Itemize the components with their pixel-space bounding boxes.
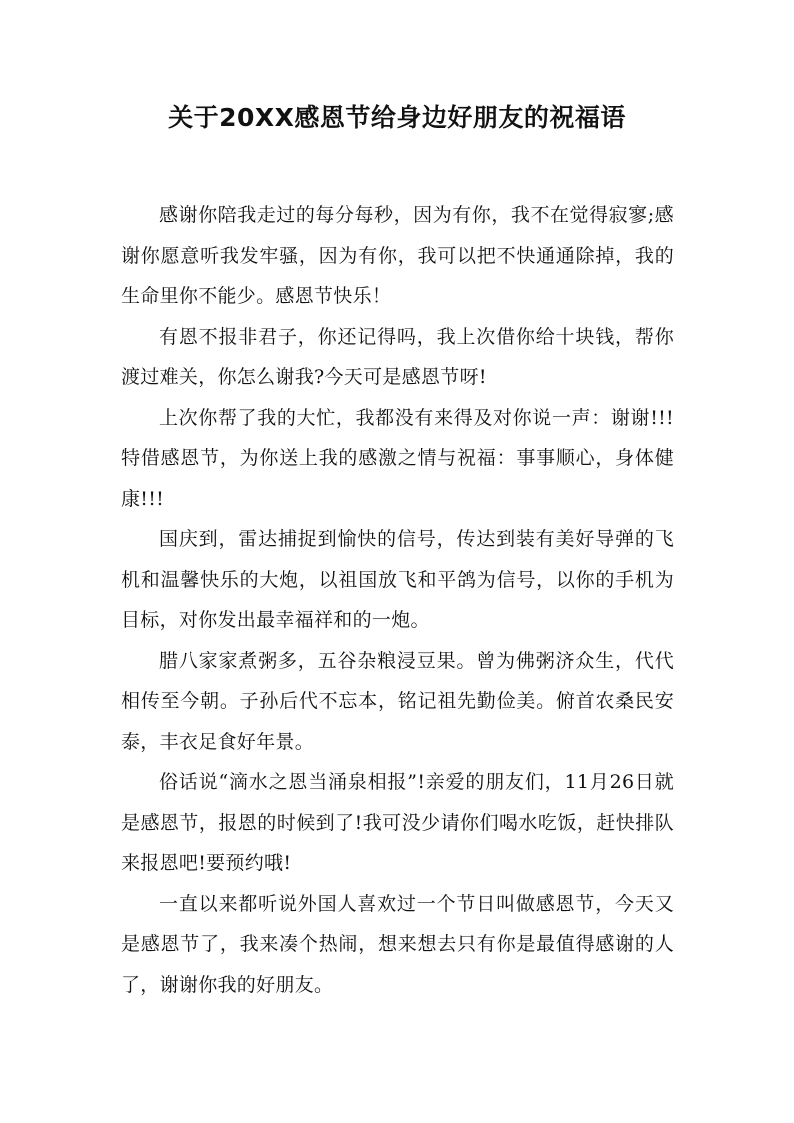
paragraph-5: 腊八家家煮粥多，五谷杂粮浸豆果。曾为佛粥济众生，代代相传至今朝。子孙后代不忘本，铭记祖先勤俭美。俯首农桑民安泰，丰衣足食好年景。	[121, 649, 674, 753]
paragraph-1: 感谢你陪我走过的每分每秒，因为有你，我不在觉得寂寥;感谢你愿意听我发牢骚，因为有你，我可以把不快通通除掉，我的生命里你不能少。感恩节快乐！	[121, 204, 674, 307]
paragraph-3: 上次你帮了我的大忙，我都没有来得及对你说一声：谢谢!!!特借感恩节，为你送上我的感激之情与祝福：事事顺心，身体健康!!!	[121, 406, 674, 510]
paragraph-6: 俗话说“滴水之恩当涌泉相报”!亲爱的朋友们，11月26日就是感恩节，报恩的时候到了!我可没少请你们喝水吃饭，赶快排队来报恩吧!要预约哦!	[121, 771, 674, 874]
paragraph-7: 一直以来都听说外国人喜欢过一个节日叫做感恩节，今天又是感恩节了，我来凑个热闹，想来想去只有你是最值得感谢的人了，谢谢你我的好朋友。	[121, 892, 674, 996]
paragraph-2: 有恩不报非君子，你还记得吗，我上次借你给十块钱，帮你渡过难关，你怎么谢我?今天可是感恩节呀!	[121, 325, 674, 388]
paragraph-4: 国庆到，雷达捕捉到愉快的信号，传达到装有美好导弹的飞机和温馨快乐的大炮，以祖国放飞和平鸽为信号，以你的手机为目标，对你发出最幸福祥和的一炮。	[121, 528, 674, 631]
document-body	[121, 195, 674, 1005]
document-title: 关于20XX感恩节给身边好朋友的祝福语	[168, 103, 626, 132]
